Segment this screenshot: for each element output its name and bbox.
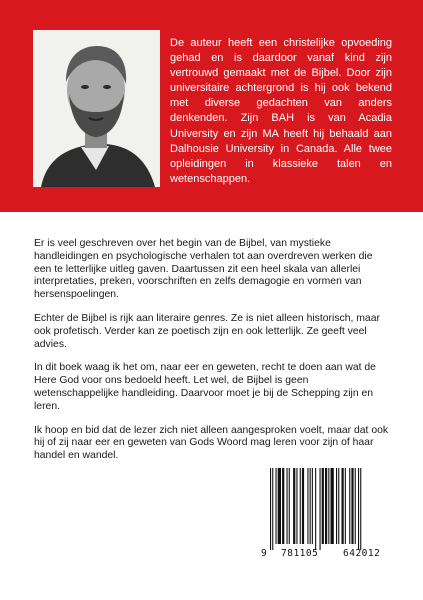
barcode-bar (278, 468, 281, 544)
barcode-bar (358, 468, 359, 550)
barcode-bar (287, 468, 288, 544)
barcode-bar (270, 468, 271, 550)
barcode-lead-digit: 9 (261, 548, 268, 559)
barcode-bar (345, 468, 346, 544)
author-bio: De auteur heeft een christelijke opvoeding gehad en is daardoor vanaf kind zijn vertrouwd gemaakt met de Bijbel. Door zijn universitaire achtergrond is hij ook bekend met diverse gedachten van anders denkenden. Zijn BAH is van Acadia University en zijn MA heeft hij behaald aan Dalhousie University in Canada. Alle twee opleidingen in klassieke talen en wetenschappen. (170, 37, 392, 185)
barcode-right-digits: 642012 (343, 548, 381, 559)
barcode-bar (338, 468, 339, 544)
barcode-bar (300, 468, 301, 544)
barcode-bar (282, 468, 284, 544)
blurb-paragraph: Er is veel geschreven over het begin van de Bijbel, van mystieke handleidingen en psychologische verhalen tot aan overdreven werken die een te letterlijke uitleg gaven. Daartussen zit een heel skala van allerlei interpretaties, preken, voorschriften en zelfs demagogie en vormen van hersenspoelingen. (34, 238, 373, 301)
barcode-bar (307, 468, 308, 544)
barcode-bar (289, 468, 290, 544)
barcode-bar (331, 468, 334, 544)
isbn-barcode (259, 466, 395, 564)
barcode-bar (360, 468, 361, 550)
author-photo (33, 30, 160, 187)
barcode-bar (336, 468, 337, 544)
blurb-paragraph: Echter de Bijbel is rijk aan literaire genres. Ze is niet alleen historisch, maar ook profetisch. Verder kan ze poetisch zijn en ook letterlijk. Ze geeft veel advies. (34, 312, 380, 350)
barcode-bar (320, 468, 321, 550)
barcode-bar (302, 468, 304, 544)
barcode-bar (342, 468, 344, 544)
barcode-bar (315, 468, 316, 550)
barcode-bar (328, 468, 329, 544)
barcode-bar (296, 468, 297, 544)
barcode-bar (355, 468, 356, 544)
barcode-bar (351, 468, 353, 544)
barcode-bar (276, 468, 277, 544)
blurb-paragraph: Ik hoop en bid dat de lezer zich niet alleen aangesproken voelt, maar dat ook hij of zij naar eer en geweten van Gods Woord mag leren voor zijn of haar handel en wandel. (34, 424, 389, 462)
barcode-bar (322, 468, 324, 544)
barcode-bar (312, 468, 313, 544)
barcode-bar (349, 468, 350, 544)
barcode-bar (310, 468, 311, 544)
barcode-bar (325, 468, 327, 544)
barcode-bar (293, 468, 295, 544)
blurb-paragraph: In dit boek waag ik het om, naar eer en geweten, recht te doen aan wat de Here God voor ons bedoeld heeft. Let wel, de Bijbel is geen wetenschappelijke handleiding. Daarvoor moet je bij de Schepping zijn en leren. (34, 362, 376, 412)
barcode-bar (272, 468, 273, 550)
back-cover-blurb (34, 238, 390, 474)
barcode-left-digits: 781105 (281, 548, 319, 559)
